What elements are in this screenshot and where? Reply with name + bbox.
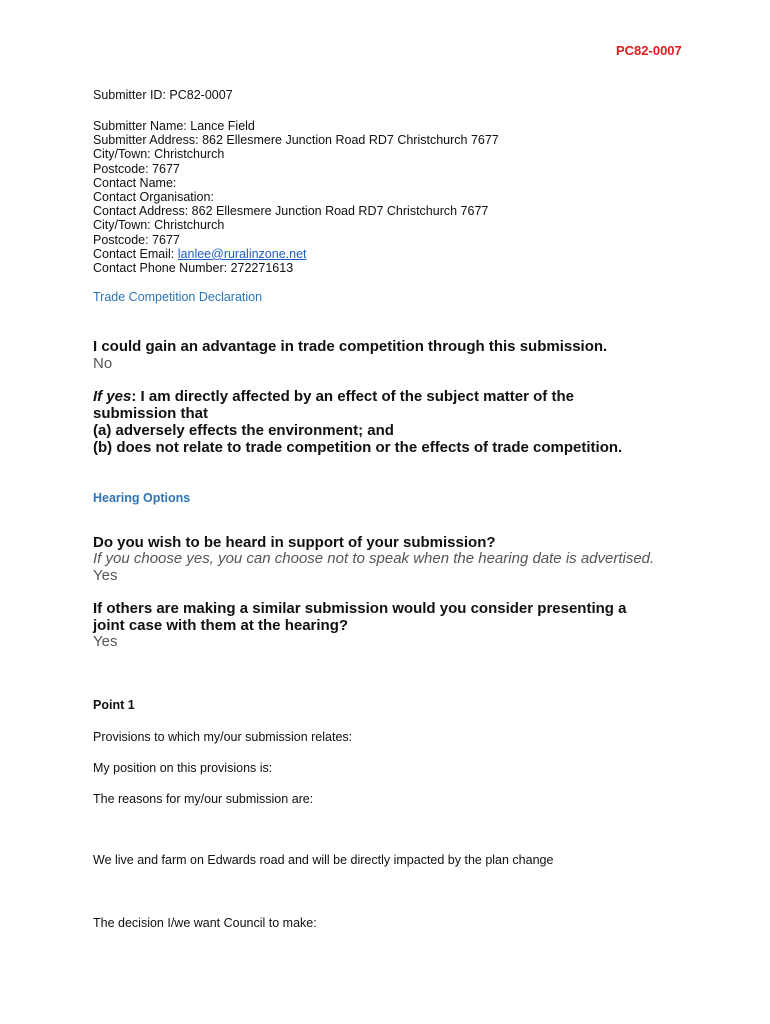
submitter-details <box>93 119 499 275</box>
reference-id: PC82-0007 <box>616 43 682 58</box>
joint-question-line: joint case with them at the hearing? <box>93 617 349 634</box>
trade-answer: No <box>93 355 113 372</box>
if-yes-line: (b) does not relate to trade competition or the effects of trade competition. <box>93 439 623 456</box>
point-heading: Point 1 <box>93 698 135 712</box>
joint-case-answer: Yes <box>93 633 118 650</box>
if-yes-text: : I am directly affected by an effect of the subject matter of the <box>131 388 574 405</box>
contact-email-line <box>93 247 499 261</box>
detail-line: Postcode: 7677 <box>93 161 180 176</box>
contact-phone: Contact Phone Number: 272271613 <box>93 261 294 276</box>
trade-competition-heading: Trade Competition Declaration <box>93 290 263 304</box>
contact-email-label: Contact Email: <box>93 246 178 261</box>
if-yes-block <box>93 388 622 456</box>
if-yes-line <box>93 388 622 405</box>
trade-question: I could gain an advantage in trade competition through this submission. <box>93 338 608 355</box>
detail-line: Submitter Name: Lance Field <box>93 119 255 133</box>
decision-label: The decision I/we want Council to make: <box>93 916 317 930</box>
position-label: My position on this provisions is: <box>93 761 273 775</box>
if-yes-label: If yes <box>93 388 132 405</box>
provisions-label: Provisions to which my/our submission relates: <box>93 730 353 744</box>
if-yes-line: submission that <box>93 405 209 422</box>
heard-answer: Yes <box>93 567 118 584</box>
joint-case-question <box>93 600 626 634</box>
detail-line: Postcode: 7677 <box>93 232 180 247</box>
detail-line: Contact Name: <box>93 175 177 190</box>
if-yes-line: (a) adversely effects the environment; and <box>93 422 394 439</box>
heard-question: Do you wish to be heard in support of your submission? <box>93 534 496 551</box>
hearing-options-heading: Hearing Options <box>93 491 191 505</box>
reasons-text: We live and farm on Edwards road and will be directly impacted by the plan change <box>93 853 554 867</box>
detail-line: Contact Organisation: <box>93 190 214 205</box>
detail-line: City/Town: Christchurch <box>93 218 225 233</box>
contact-email-link[interactable]: lanlee@ruralinzone.net <box>177 246 307 261</box>
submitter-id: Submitter ID: PC82-0007 <box>93 88 233 102</box>
detail-line: Contact Address: 862 Ellesmere Junction Road RD7 Christchurch 7677 <box>93 204 489 219</box>
detail-line: Submitter Address: 862 Ellesmere Junction Road RD7 Christchurch 7677 <box>93 133 499 148</box>
heard-note: If you choose yes, you can choose not to speak when the hearing date is advertised. <box>93 550 655 567</box>
reasons-label: The reasons for my/our submission are: <box>93 792 314 806</box>
detail-line: City/Town: Christchurch <box>93 147 225 162</box>
joint-question-line: If others are making a similar submission would you consider presenting a <box>93 600 627 617</box>
